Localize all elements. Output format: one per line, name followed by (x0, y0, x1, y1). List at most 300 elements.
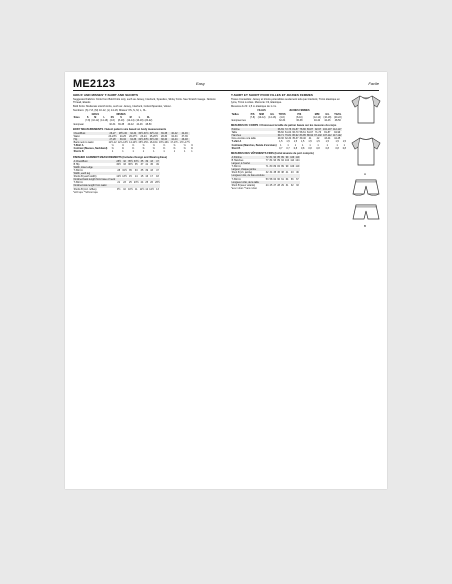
body-measure-cell: 32½-33½ (138, 138, 149, 142)
value-cell: 1,5 (293, 140, 298, 144)
body-measure-cell: 46-48 (179, 138, 190, 141)
size-range-cell: (10-12) (91, 119, 100, 123)
size-range-cell: (10-12) (257, 115, 266, 119)
body-measure-cell: 83-87 (306, 128, 314, 132)
size-range-cell: (16-18) (323, 115, 332, 119)
finished-measure-cell: 36 (277, 171, 280, 175)
body-measure-cell: 117-122 (332, 134, 342, 138)
body-measure-cell: Back neck to waist (73, 141, 94, 145)
size-range-cell: (20-22) (144, 119, 153, 123)
finished-measure-cell: 58 (269, 177, 273, 181)
body-measure-cell: 30½-31½ (138, 131, 149, 135)
size-range-cell: (12-14) (313, 115, 321, 119)
body-measure-cell: Chest/Bust (73, 132, 108, 135)
body-measure-cell: 23-23½ (108, 134, 117, 138)
finished-measure-cell: T-Shirt A (73, 181, 83, 185)
value-cell: 0,7 (286, 146, 290, 150)
finished-measure-cell: 14 (134, 175, 138, 179)
body-measure-cell: Poitrine (231, 128, 277, 131)
value-cell: 0,8 (308, 146, 312, 150)
finished-measure-cell: 90 (273, 155, 277, 159)
finished-measure-cell: 43 (150, 169, 153, 172)
body-measure-cell: 17¼-17½ (179, 141, 190, 145)
size-group-cell: GIRLS (91, 113, 99, 117)
body-measure-cell: 12¾-13½ (117, 141, 128, 145)
size-cell: XS (110, 116, 114, 120)
value-cell: 1 (132, 150, 134, 154)
european-size-cell: 36-38 (296, 118, 303, 122)
value-cell: ⅝ (190, 144, 193, 148)
size-group-cell: MISSES (116, 113, 126, 117)
table-row (231, 147, 347, 150)
body-measure-cell: 69-71 (277, 134, 284, 138)
finished-measure-cell: 35 (140, 169, 144, 172)
finished-measure-cell: 64 (273, 177, 277, 181)
body-measure-cell: Dos encolure à la taille (231, 137, 256, 141)
finished-measure-cell: 81 (269, 155, 273, 159)
value-cell: ⅝ (111, 144, 114, 148)
value-cell: ⅜ (142, 147, 145, 151)
finished-measure-cell: T-Shirt A (231, 177, 241, 181)
finished-measure-cell: 21 (117, 181, 121, 185)
value-cell: 1,5 (342, 140, 347, 144)
finished-measure-cell: 99 (285, 155, 289, 159)
english-column (73, 94, 223, 195)
difficulty-fr: Facile (368, 81, 379, 86)
body-measure-cell: 24-25 (119, 134, 126, 138)
finished-measure-cell: 39 (145, 169, 149, 172)
table-row (73, 188, 160, 191)
size-cell: TP/XS (278, 112, 286, 116)
row-label: Shorts B (73, 150, 84, 154)
body-measure-cell: 61-64 (285, 131, 292, 135)
finished-measure-cell: Short B (ch. jambe) (231, 171, 253, 175)
value-cell: 1 (309, 143, 311, 147)
body-measure-cell: 28-30 (161, 134, 168, 138)
value-cell: 1 (173, 150, 176, 154)
finished-measure-cell: 77 (265, 159, 269, 163)
body-measure-cell: 32-34 (130, 131, 137, 135)
finished-measure-cell: 34 (269, 171, 273, 175)
value-cell: ⅜ (163, 147, 166, 151)
value-cell: 1,5 (335, 140, 339, 144)
mesures-note: Mesures du fil: 1,5 m élastique de 1 cm. (231, 105, 277, 109)
body-measure-cell: 37-39 (181, 134, 188, 138)
body-measure-cell: Hip (73, 138, 108, 141)
finished-measure-cell: Width, each leg (73, 172, 116, 175)
finished-measure-cell: Longueur dos, du bas encolure (231, 174, 265, 178)
finished-measure-cell: Shorts B (each width) (73, 175, 97, 179)
value-cell: 1 (122, 150, 124, 154)
value-cell: 1,5 (316, 140, 320, 144)
body-measure-cell: 15½-15¾ (138, 141, 149, 145)
size-range-cell: (4-6) (109, 119, 115, 123)
body-measure-cell: 27-28 (109, 138, 116, 142)
finished-measure-cell: 28 (117, 169, 121, 172)
finished-measure-cell: 99 (285, 165, 289, 169)
body-measure-cell: 76-81 (285, 134, 292, 138)
body-measure-cell: 78-80 (299, 128, 306, 132)
value-cell: 1 (317, 143, 319, 147)
finished-measure-cell: 11 (134, 187, 138, 191)
size-table-fr (231, 109, 343, 121)
finished-measure-cell: 37 (140, 162, 144, 166)
body-measure-cell: 26-27 (109, 131, 116, 135)
finished-measure-cell: 119 (295, 165, 300, 169)
finished-measure-cell: 66 (290, 177, 294, 181)
finished-measure-cell: 13 (156, 187, 159, 191)
finished-measure-cell: 80 (269, 165, 273, 169)
size-cell: M (129, 116, 132, 120)
body-measure-cell: 66-69 (277, 128, 284, 132)
body-measure-cell: 58-61 (299, 131, 306, 135)
finished-measure-cell: B Hanches (231, 159, 244, 163)
finished-measure-cell: 38 (273, 171, 277, 175)
body-measure-cell: 17-17¼ (170, 141, 179, 145)
finished-measurements-title: FINISHED GARMENT MEASUREMENTS (Includes Design and Wearing Ease) (73, 155, 168, 159)
value-cell: ⅜ (190, 147, 193, 151)
body-measure-cell: 83-85 (299, 134, 306, 138)
body-measure-cell: 88-92 (306, 134, 314, 138)
size-cell: S (120, 116, 122, 120)
finished-measure-cell: Longueur côté, de la taille (231, 181, 265, 184)
finished-measure-cell: 33 (296, 183, 299, 187)
finished-measure-cell: 12 (145, 187, 149, 191)
finished-measure-cell: Width, lower edge (73, 166, 116, 169)
value-cell: 0,8 (342, 146, 347, 150)
finished-measure-cell: 119 (295, 155, 300, 159)
finished-measure-cell: 43 (150, 159, 153, 163)
finished-measure-cell: 32 (265, 171, 269, 175)
finished-measure-cell: B Hip (73, 162, 80, 166)
finished-measure-cell: 89 (281, 165, 284, 169)
finished-measure-cell: 35½ (128, 159, 133, 163)
finished-measure-cell: 23 (123, 181, 126, 185)
finished-measure-cell: 61 (281, 177, 284, 181)
value-cell: 1 (287, 143, 289, 147)
table-row (231, 184, 300, 187)
value-cell: ⅝ (173, 144, 176, 148)
body-measure-cell: Taille (231, 131, 238, 135)
title-en: GIRLS' AND MISSES' T-SHIRT AND SHORTS (73, 93, 139, 97)
body-measure-cell: 23-24 (140, 134, 147, 138)
header-rule (73, 90, 379, 91)
finished-measure-cell: 64 (285, 177, 289, 181)
size-cell: L (138, 116, 141, 120)
finished-measure-cell: 94 (281, 159, 284, 163)
body-measure-cell: 102-107 (322, 128, 332, 132)
finished-measure-cell: 41 (145, 162, 149, 166)
body-measure-cell: Waist (73, 134, 80, 138)
mesures-corps-title: MESURES DU CORPS / Choisissez la taille du patron basée sur les mesures du corps (231, 123, 337, 127)
finished-measure-cell: 46 (296, 171, 299, 175)
tissus-conseilles: Tissus Conseillés: Jersey et tricots extensibles seulement tels que Interlock, Tricot élastique en lycra, Tricot à côtes. Mercerie: Fil, Élastique. (231, 98, 340, 105)
pattern-number: ME2123 (73, 78, 116, 90)
finished-measure-cell: 23½ (133, 181, 139, 185)
finished-measure-cell: 32 (290, 183, 294, 187)
value-cell: ⅝ (121, 144, 124, 148)
body-measure-cell: 86-92 (292, 134, 299, 138)
size-range-cell: (12-14) (126, 119, 135, 123)
finished-measure-cell: 109 (290, 165, 295, 169)
european-size-cell (100, 123, 109, 126)
size-range-cell: (14-16) (268, 115, 277, 119)
value-cell: 1 (280, 143, 282, 147)
body-measure-cell: 81-87 (292, 128, 299, 132)
row-label: Contraste (Manches, Bande d'encolure) (231, 143, 277, 147)
size-range-cell: (14-16) (100, 119, 109, 123)
european-size-cell: Européennes (231, 118, 246, 122)
difficulty-en: Easy (196, 81, 205, 86)
finished-measure-cell: 24 (140, 181, 144, 185)
value-cell: ⅜ (121, 147, 124, 151)
body-measure-cell: 14-14½ (129, 141, 138, 145)
european-size-cell: 32-34 (109, 122, 116, 126)
european-size-cell (256, 119, 267, 122)
value-cell: 0,8 (293, 146, 298, 150)
value-cell: ⅝ (183, 144, 186, 148)
european-size-cell: 48-50 (334, 118, 341, 122)
body-measure-cell: 34-36 (130, 138, 137, 142)
european-size-cell: European (73, 122, 84, 126)
european-size-cell: 44-46 (324, 118, 331, 122)
size-table-en (73, 113, 153, 125)
finished-measure-cell: 89 (277, 159, 280, 163)
body-measure-cell: 38-40 (158, 138, 169, 141)
finished-measure-cell: 93 (273, 159, 277, 163)
european-size-cell (267, 119, 277, 122)
body-measure-cell: 42-44 (171, 138, 178, 142)
value-cell: ⅝ (152, 144, 155, 148)
tshirt-back-illustration (349, 134, 383, 168)
european-size-cell: 36-38 (117, 122, 125, 126)
body-measure-cell: 35-37 (292, 137, 299, 141)
finished-measure-cell: 13½ (122, 175, 127, 179)
body-measure-cell: 66-70 (292, 131, 299, 135)
size-range-cell: (8-10) (117, 119, 125, 123)
value-cell: ⅜ (132, 147, 135, 151)
finished-measure-cell: 49 (156, 162, 159, 166)
value-cell: 1 (326, 143, 328, 147)
bold-knits-note: Bold Knits: Moderate stretch knits, such as: Jersey, Interlock, Cotton/Spandex, Velour. (73, 105, 172, 109)
finished-measure-cell: 89 (281, 155, 284, 159)
row-label: T-shirt A (231, 140, 242, 144)
finished-measure-cell: 17 (150, 175, 153, 179)
finished-measure-cell: 39 (145, 159, 149, 163)
size-cell: Sizes (73, 116, 80, 120)
body-measure-cell: 32-34 (285, 137, 292, 141)
view-b-label: B (364, 224, 367, 228)
body-measure-cell: 42 (316, 137, 320, 141)
finished-measure-cell: 53 (265, 177, 269, 181)
finished-measure-cell: 43 (290, 171, 294, 175)
finished-measure-cell: 84 (277, 165, 280, 169)
body-measure-cell: 41 (308, 137, 312, 141)
size-cell: M/M (259, 112, 264, 116)
european-size-cell (91, 123, 100, 126)
footnote-en: *with tape **without tape (73, 191, 98, 194)
tshirt-front-illustration (349, 92, 383, 126)
finished-measure-cell: 25 (129, 181, 132, 185)
row-label: Short B (231, 146, 241, 150)
finished-measure-cell: 33½ (133, 159, 139, 163)
value-cell: ⅝ (142, 144, 145, 148)
size-cell: TG/XL (334, 112, 342, 116)
value-cell: ⅜ (183, 147, 186, 151)
finished-measure-cell: 124 (295, 159, 300, 163)
value-cell: 1,5 (301, 140, 305, 144)
finished-measure-cell: 25 (145, 181, 149, 185)
table-row (73, 150, 194, 153)
finished-measure-cell: 26½ (155, 181, 160, 185)
row-label: Contrast (Sleeves, Neckband) (73, 147, 108, 151)
finished-measure-cell: 31 (285, 183, 289, 187)
size-cell: XL (146, 116, 150, 120)
value-cell: ⅜ (152, 147, 155, 151)
finished-measure-cell: 18 (156, 175, 159, 179)
body-measure-cell: 30-32 (117, 138, 128, 141)
finished-measure-cell: 71 (265, 165, 269, 169)
european-size-cell (249, 119, 256, 122)
view-a-label: A (364, 172, 367, 176)
size-range-cell: (7-8) (85, 119, 91, 123)
european-size-cell: 48-50 (145, 122, 152, 126)
finished-measure-cell: 12½ (116, 175, 122, 179)
body-measure-cell: 44-45 (334, 137, 341, 141)
size-cell: M (94, 116, 97, 120)
finished-measure-cell: 24 (265, 183, 269, 187)
value-cell: 1 (163, 150, 165, 154)
size-cell: G/L (325, 112, 330, 116)
finished-measure-cell: T-Shirt A (231, 165, 241, 169)
value-cell: 1,5 (286, 140, 290, 144)
value-cell: ⅝ (132, 144, 135, 148)
numbers-note: Numbers: (S) 7-8, (M) 10-12, (L) 14-16; Misses' XS, S, M, L, XL. (73, 108, 147, 112)
size-range-cell: (8-10) (296, 115, 303, 119)
finished-measure-cell: 35 (134, 162, 138, 166)
mesures-corps-table (231, 128, 347, 150)
body-measure-cell: 94-99 (334, 131, 341, 135)
body-measure-cell: 28½-30 (118, 131, 127, 135)
finished-measure-cell: 38 (281, 171, 284, 175)
finished-measure-cell: 47 (156, 159, 159, 163)
body-measure-cell: 26-27½ (129, 134, 138, 138)
finished-measure-cell: Short B (avec volants) (231, 183, 256, 187)
value-cell: 1 (111, 150, 114, 154)
european-size-cell: 40-42 (127, 122, 134, 126)
body-measure-cell: Hanches (231, 134, 277, 137)
finished-measure-cell: 12½ (149, 187, 154, 191)
value-cell: 0,8 (325, 146, 329, 150)
value-cell: 1 (336, 143, 338, 147)
size-cell: G/L (270, 112, 275, 116)
finished-measure-cell: 26 (150, 181, 153, 185)
finished-measure-cell: Finished back length from base of neck (73, 178, 116, 182)
finished-measure-cell: 27 (273, 183, 277, 187)
value-cell: 1 (294, 143, 297, 147)
body-measure-cell: 29-30 (277, 137, 284, 141)
value-cell: 0,7 (279, 146, 283, 150)
size-range-cell: (7-8) (249, 115, 256, 119)
body-measure-cell: 92-97 (314, 128, 322, 132)
finished-measure-cell: 47 (156, 169, 159, 172)
body-measurements-table (73, 132, 194, 154)
body-measure-cell: 36-38 (158, 132, 169, 135)
finished-measure-cell: 29 (281, 183, 284, 187)
value-cell: 1 (153, 150, 155, 154)
finished-measure-cell: Largeur, chaque jambe (231, 168, 265, 171)
finished-measure-cell: 41 (285, 171, 289, 175)
finished-measure-cell: 72 (265, 155, 269, 159)
finished-measure-cell: 16 (145, 175, 149, 179)
value-cell: 1 (302, 143, 304, 147)
body-measure-cell: 71-76 (314, 131, 322, 135)
size-cell: L (103, 116, 105, 120)
finished-measure-cell: 60 (277, 177, 280, 181)
european-size-cell: 32-34 (279, 118, 286, 122)
size-group-cell: FILLES (257, 109, 266, 113)
body-measure-cell: 40-42 (171, 131, 178, 135)
finished-measure-cell: 33 (134, 169, 138, 172)
size-cell: P/S (250, 112, 255, 116)
body-measure-cell: 112-117 (332, 128, 342, 132)
finished-measure-cell: 9½ (117, 187, 121, 191)
value-cell: 0,8 (301, 146, 305, 150)
body-measure-cell: 16-16¼ (149, 141, 158, 145)
body-measure-cell: 81-87 (324, 131, 331, 135)
finished-measure-cell: 45 (150, 162, 153, 166)
finished-measure-cell: 30½ (116, 162, 122, 166)
value-cell: 1,5 (308, 140, 312, 144)
value-cell: 0,8 (335, 146, 339, 150)
finished-measure-cell: 15 (140, 175, 144, 179)
body-measure-cell: 58-60 (277, 131, 284, 135)
finished-measure-cell: 104 (285, 159, 290, 163)
value-cell: 1,5 (325, 140, 329, 144)
finished-measure-cell: 67 (296, 177, 299, 181)
finished-measure-cell: 85 (277, 155, 280, 159)
shorts-front-illustration (349, 178, 383, 198)
size-group-cell: JEUNES FEMMES (289, 109, 310, 113)
finished-measure-cell: A Chest/Bust (73, 160, 116, 163)
body-measure-cell: 39-40 (299, 137, 306, 141)
size-cell: M/M (314, 112, 320, 116)
body-measure-cell: 34½-36 (149, 138, 158, 142)
value-cell: ⅜ (173, 147, 176, 151)
finished-measure-cell: A Poitrine (231, 156, 265, 159)
pattern-instruction-sheet (65, 72, 387, 489)
finished-measure-cell: Largeur, à l'ourlet (231, 162, 265, 165)
body-measure-cell: 43-44 (324, 137, 331, 141)
body-measure-cell: 11½-12 (108, 141, 117, 145)
body-measurements-title: BODY MEASUREMENTS / Select pattern size based on body measurements (73, 127, 167, 131)
footnote-fr: *avec ruban **sans ruban (231, 187, 258, 190)
body-measure-cell: 32½-34 (149, 131, 158, 135)
finished-measure-cell: 84 (269, 159, 273, 163)
body-measure-cell: 72-76 (285, 128, 292, 132)
size-cell: S (86, 116, 89, 120)
mesures-vetements-title: MESURES DES VÊTEMENTS FINIS (Inclut aisance de port compris) (231, 151, 314, 155)
finished-measure-cell: 36½ (128, 162, 133, 166)
finished-measure-cell: Shorts B (incl. ruffles) (73, 187, 97, 191)
value-cell: 0,8 (316, 146, 320, 150)
finished-measure-cell: 33 (123, 162, 126, 166)
finished-measure-cell: T-Shirt A (73, 169, 83, 172)
body-measure-cell: 107-112 (323, 134, 332, 138)
mesures-vetements-table (231, 156, 300, 187)
size-range-cell: (4-6) (279, 115, 285, 119)
finished-measure-cell: 89 (273, 165, 277, 169)
